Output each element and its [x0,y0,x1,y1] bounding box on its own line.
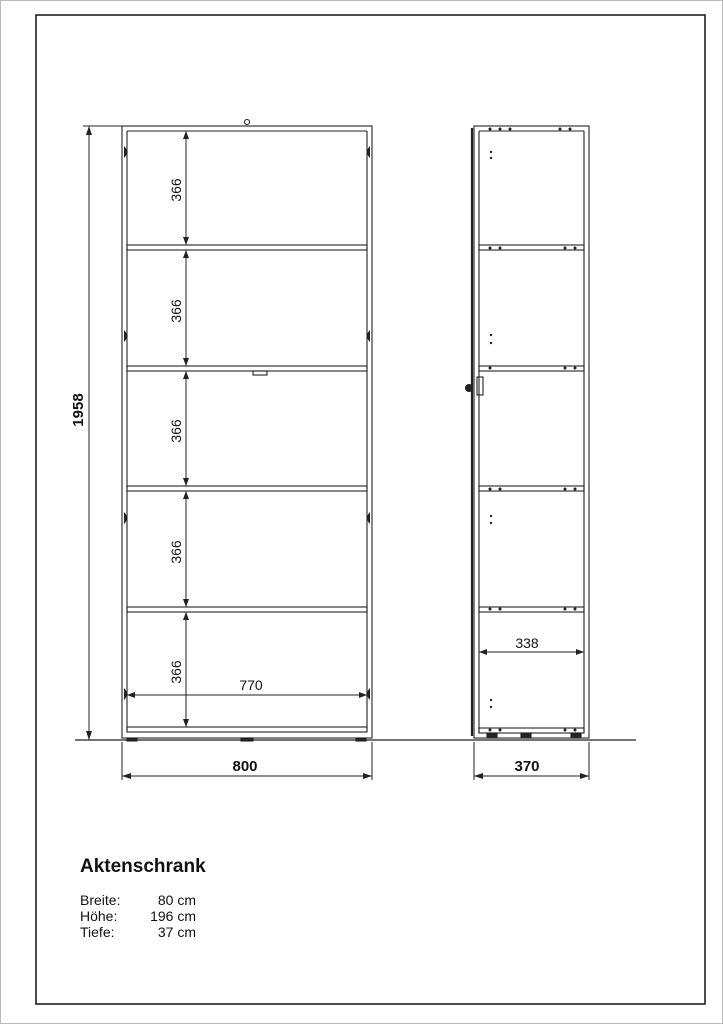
spec-row-height [80,908,206,924]
inner-width-label: 770 [239,677,263,693]
spec-row-width [80,892,206,908]
front-view-cabinet [122,120,372,742]
spec-block [80,856,206,940]
shelf-spacing-label-4: 366 [168,540,184,564]
shelf-spacing-label-5: 366 [168,660,184,684]
spec-label: Tiefe: [80,924,115,940]
product-title: Aktenschrank [80,856,206,877]
total-height-dimension [83,126,122,740]
spec-value: 196 cm [150,908,196,924]
spec-label: Höhe: [80,908,118,924]
overall-width-label: 800 [232,758,258,775]
total-height-label: 1958 [70,393,87,427]
shelf-spacing-label-2: 366 [168,299,184,323]
inner-depth-label: 338 [515,635,539,651]
overall-depth-label: 370 [514,758,540,775]
hinge-marks [124,146,370,700]
shelf-spacing-label-3: 366 [168,419,184,443]
shelf-spacing-label-1: 366 [168,178,184,202]
spec-row-depth [80,924,206,940]
spec-value: 37 cm [157,924,196,940]
spec-label: Breite: [80,892,121,908]
spec-value: 80 cm [157,892,196,908]
